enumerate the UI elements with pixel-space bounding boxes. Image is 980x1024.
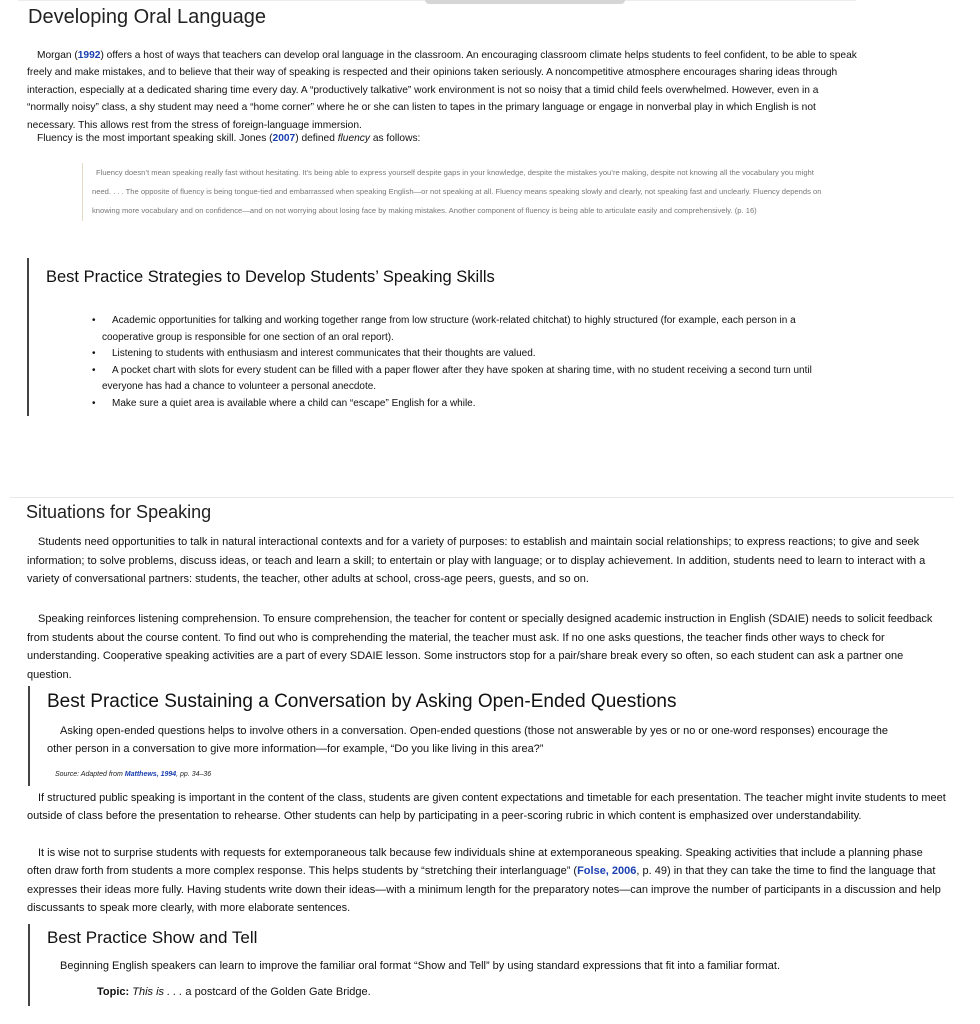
topic-text: a postcard of the Golden Gate Bridge. — [182, 986, 371, 998]
text: ) defined — [295, 133, 338, 144]
paragraph-show-and-tell: Beginning English speakers can learn to improve the familiar oral format “Show and Tell” by using standard expressions that fit into a familiar format. — [60, 960, 781, 972]
list-item-text: Make sure a quiet area is available where a child can “escape” English for a while. — [112, 397, 476, 409]
citation-link-folse[interactable]: Folse, 2006 — [577, 865, 637, 878]
fluency-quote: Fluency doesn’t mean speaking really fast without hesitating. It’s being able to express yourself despite gaps in your knowledge, despite the mistakes you’re making, despite not knowing all the vocabulary you might need. . . . The opposite of fluency is being tongue-tied and embarrassed when speaking English—or not speaking at all. Fluency means speaking slowly and clearly, not speaking fast and unclearly. Fluency depends on knowing more vocabulary and on confidence—and on not worrying about losing face by making mistakes. Another component of fluency is being able to articulate easily and comprehensively. (p. 16) — [82, 163, 822, 221]
citation-link-matthews[interactable]: Matthews, 1994 — [124, 771, 177, 778]
list-item — [92, 396, 837, 413]
best-practice-open-ended-title: Best Practice Sustaining a Conversation by Asking Open-Ended Questions — [47, 691, 677, 712]
emphasis-fluency: fluency — [337, 133, 370, 144]
text: It is wise not to surprise students with requests for extemporaneous talk because few individuals shine at extemporaneous speaking. Speaking activities that include a planning phase often draw forth from students a more complex response. This helps students by “stretching their interlanguage” ( — [27, 847, 923, 878]
list-item — [92, 346, 837, 363]
best-practice-sidebar-line — [28, 924, 30, 1006]
best-practice-sidebar-line — [28, 686, 30, 786]
paragraph-listening-comprehension: Speaking reinforces listening comprehension. To ensure comprehension, the teacher for content or specially designed academic instruction in English (SDAIE) needs to solicit feedback from students about the course content. To find out who is comprehending the material, the teacher must ask. If no one asks questions, the teacher finds other ways to check for understanding. Cooperative speaking activities are a part of every SDAIE lesson. Some instructors stop for a pair/share break every so often, so each student can ask a partner one question. — [27, 613, 933, 681]
topic-example — [97, 986, 371, 998]
paragraph-morgan — [27, 47, 857, 134]
section-title-developing-oral-language: Developing Oral Language — [28, 6, 266, 28]
list-item-text: A pocket chart with slots for every student can be filled with a paper flower after they have spoken at sharing time, with no student receiving a second turn until everyone has had a chance to volunteer a personal anecdote. — [102, 364, 812, 393]
list-item-text: Listening to students with enthusiasm and interest communicates that their thoughts are valued. — [112, 348, 536, 360]
text: Source: Adapted from — [55, 771, 125, 778]
topic-label: Topic: — [97, 986, 130, 998]
paragraph-extemporaneous — [27, 844, 947, 918]
topic-emphasis: This is . . . — [132, 986, 183, 998]
text: Fluency is the most important speaking skill. Jones ( — [37, 133, 273, 144]
citation-link-1992[interactable]: 1992 — [77, 50, 101, 61]
text: Morgan ( — [37, 50, 78, 61]
bullet-icon: • — [92, 348, 96, 360]
bullet-icon: • — [92, 315, 96, 326]
strategies-list — [92, 313, 837, 413]
text: , pp. 34–36 — [176, 771, 212, 778]
section-title-situations-for-speaking: Situations for Speaking — [26, 502, 212, 522]
paragraph-open-ended-questions: Asking open-ended questions helps to involve others in a conversation. Open-ended questions (those not answerable by yes or no or one-word responses) encourage the other person in a conversation to give more information—for example, “Do you like living in this area?” — [47, 725, 888, 756]
paragraph-natural-contexts: Students need opportunities to talk in natural interactional contexts and for a variety of purposes: to establish and maintain social relationships; to express reactions; to give and seek information; to solve problems, discuss ideas, or teach and learn a skill; to entertain or play with language; or to display achievement. In addition, students need to learn to interact with a variety of conversational partners: students, the teacher, other adults at school, cross-age peers, guests, and so on. — [27, 536, 926, 586]
best-practice-show-and-tell-title: Best Practice Show and Tell — [47, 928, 258, 947]
bullet-icon: • — [92, 397, 96, 409]
best-practice-sidebar-line — [27, 258, 29, 416]
text: as follows: — [369, 133, 421, 144]
paragraph-fluency-intro — [37, 130, 857, 147]
bullet-icon: • — [92, 364, 96, 376]
text: ) offers a host of ways that teachers can develop oral language in the classroom. An encouraging classroom climate helps students to feel confident, to be able to speak freely and make mistakes, and to believe that their way of speaking is respected and their opinions taken seriously. A noncompetitive atmosphere encourages sharing ideas through interaction, especially at a dedicated sharing time every day. A “productively talkative” work environment is not so noisy that a timid child feels overwhelmed. However, even in a “normally noisy” class, a shy student may need a “home corner” where he or she can listen to tapes in the primary language or engage in nonverbal play in which English is not necessary. This allows rest from the stress of foreign-language immersion. — [27, 50, 857, 131]
list-item — [92, 363, 837, 396]
citation-link-2007[interactable]: 2007 — [272, 133, 296, 144]
list-item — [92, 313, 837, 346]
scroll-handle[interactable] — [425, 0, 625, 4]
paragraph-public-speaking: If structured public speaking is important in the content of the class, students are given content expectations and timetable for each presentation. The teacher might invite students to meet outside of class before the presentation to rehearse. Other students can help by participating in a peer-scoring rubric in which content is emphasized over understandability. — [27, 792, 946, 823]
list-item-text: Academic opportunities for talking and working together range from low structure (work-related chitchat) to highly structured (for example, each person in a cooperative group is responsible for one section of an oral report). — [102, 315, 796, 343]
page-divider — [10, 497, 954, 498]
source-note — [55, 771, 211, 778]
text: , p. 49) in that they can take the time to find the language that expresses their ideas more fully. Having students write down their ideas—with a minimum length for the preparatory notes—can improve the number of participants in a discussion and help discussants to speak more clearly, with more elaborate sentences. — [27, 865, 941, 915]
best-practice-strategies-title: Best Practice Strategies to Develop Students’ Speaking Skills — [46, 268, 495, 286]
